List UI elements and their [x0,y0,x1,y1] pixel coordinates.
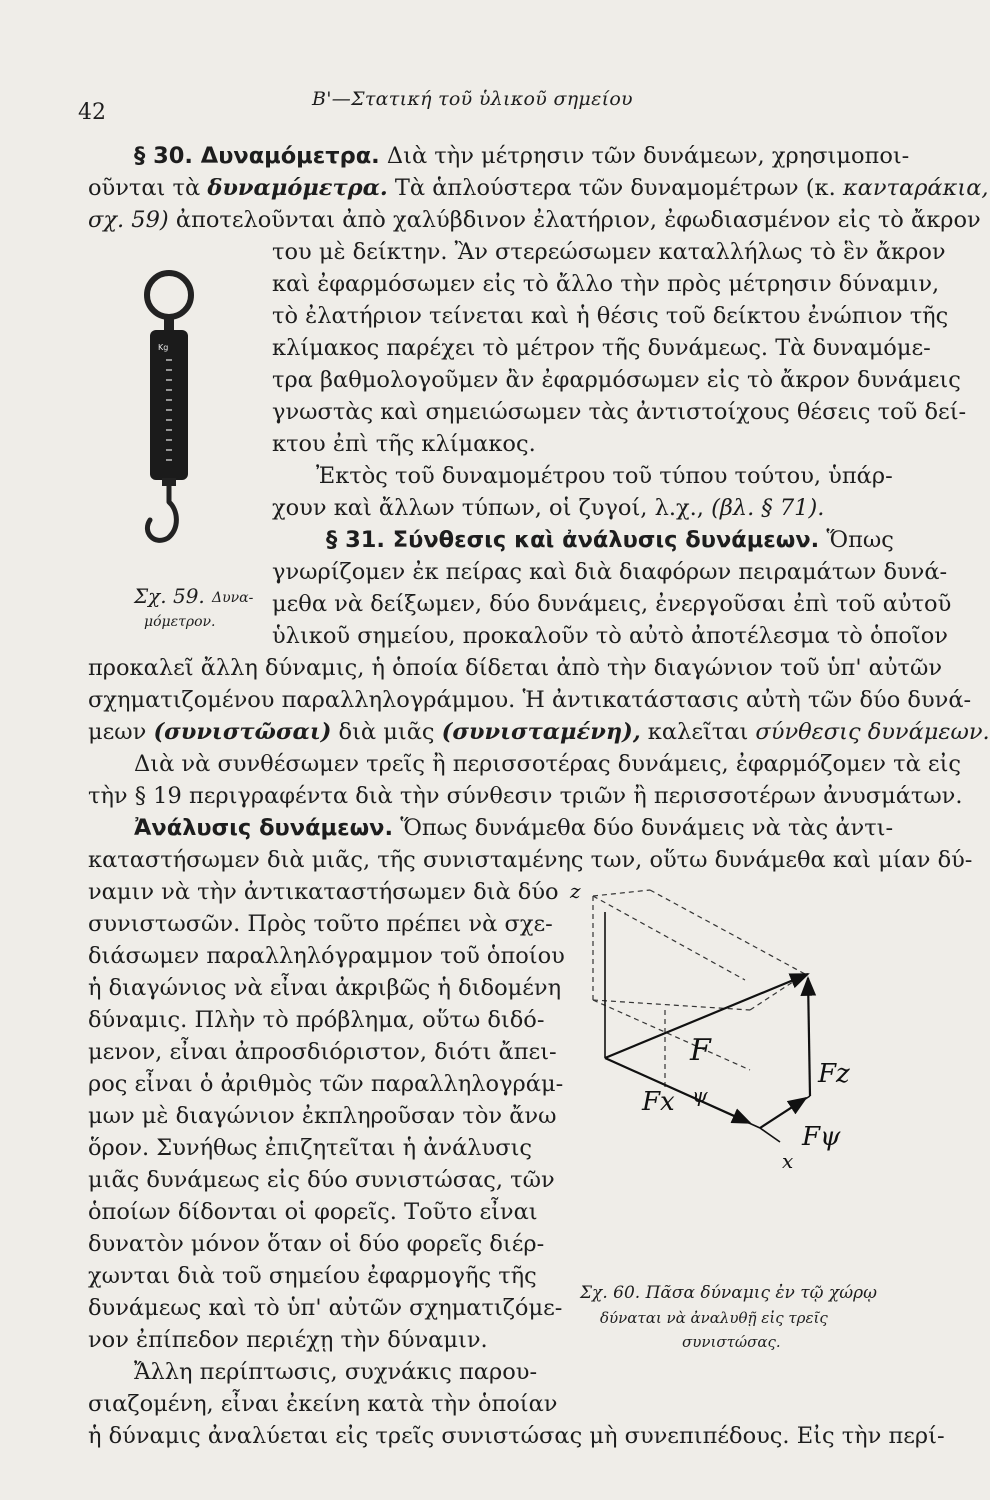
text-run: σχ. 59) [88,207,169,233]
text-run: (βλ. § 71). [711,495,825,521]
text-line [272,561,947,584]
text-run: ἀποτελοῦνται ἀπὸ χαλύβδινον ἐλατήριον, ἐφωδιασμένον εἰς τὸ ἄκρον [168,207,981,233]
text-run: μεθα νὰ δείξωμεν, δύο δυνάμεις, ἐνεργοῦσαι ἐπὶ τοῦ αὐτοῦ [272,591,952,617]
text-run: Ἄλλη περίπτωσις, συχνάκις παρου- [134,1359,538,1385]
text-line [272,401,966,424]
text-run: χωνται διὰ τοῦ σημείου ἐφαρμογῆς τῆς [88,1263,537,1289]
text-line [88,1169,555,1192]
text-line [134,145,909,168]
text-line [88,1041,557,1064]
text-run: δύναμις. Πλὴν τὸ πρόβλημα, οὕτω διδό- [88,1007,545,1033]
text-run: ἡ διαγώνιος νὰ εἶναι ἀκριβῶς ἡ διδομένη [88,975,562,1001]
text-line [88,1393,558,1416]
text-run: § 30. Δυναμόμετρα. [134,143,380,169]
text-run: Διὰ νὰ συνθέσωμεν τρεῖς ἢ περισσοτέρας δυνάμεις, ἐφαρμόζομεν τὰ εἰς [134,751,961,777]
top-ring [147,273,191,317]
text-line [88,1329,488,1352]
text-line [88,913,553,936]
text-run: καταστήσωμεν διὰ μιᾶς, τῆς συνισταμένης των, οὕτω δυνάμεθα καὶ μίαν δύ- [88,847,973,873]
text-line [88,177,989,200]
text-line [88,945,565,968]
text-line [88,1137,532,1160]
fig59-caption-text-b: μόμετρον. [144,614,216,630]
text-run: δυνάμεως καὶ τὸ ὑπ' αὐτῶν σχηματιζόμε- [88,1295,563,1321]
fig60-caption-line-3: συνιστώσας. [682,1333,781,1351]
text-run: συνιστωσῶν. Πρὸς τοῦτο πρέπει νὰ σχε- [88,911,553,937]
text-line [88,1073,563,1096]
text-line [272,497,824,520]
text-line [88,689,971,712]
text-line [88,977,561,1000]
text-line [272,337,931,360]
fig59-caption-text-a: Δυνα- [212,590,254,606]
text-run: γνωστὰς καὶ σημειώσωμεν τὰς ἀντιστοίχους θέσεις τοῦ δεί- [272,399,967,425]
text-run: χουν καὶ ἄλλων τύπων, οἱ ζυγοί, λ.χ., [272,495,712,521]
text-line [88,657,942,680]
fy-component-arrow [760,1098,806,1128]
text-run: Ὅπως [819,527,894,553]
text-line [134,753,961,776]
balance-bottom [162,478,176,486]
text-line [326,529,894,552]
text-run: (συνιστῶσαι) [153,719,332,745]
text-run: ὁποίων δίδονται οἱ φορεῖς. Τοῦτο εἶναι [88,1199,538,1225]
text-line [272,369,961,392]
text-run: γνωρίζομεν ἐκ πείρας καὶ διὰ διαφόρων πειραμάτων δυνά- [272,559,948,585]
text-line [272,433,536,456]
z-axis-label: z [570,879,581,903]
text-line [88,1009,544,1032]
text-run: καλεῖται [640,719,756,745]
text-run: μων μὲ διαγώνιον ἐκπληροῦσαν τὸν ἄνω [88,1103,557,1129]
text-run: (συνισταμένη), [441,719,641,745]
text-line [134,817,893,840]
text-run: διάσωμεν παραλληλόγραμμον τοῦ ὁποίου [88,943,565,969]
spring-balance-figure [120,270,240,600]
text-run: τὸ ἐλατήριον τείνεται καὶ ἡ θέσις τοῦ δείκτου ἐνώπιον τῆς [272,303,949,329]
page-number: 42 [78,100,106,125]
text-run: νον ἐπίπεδον περιέχῃ τὴν δύναμιν. [88,1327,488,1353]
text-run: κανταράκια, [842,175,989,201]
text-run: Τὰ ἁπλούστερα τῶν δυναμομέτρων (κ. [387,175,843,201]
text-line [134,1361,537,1384]
text-run: Διὰ τὴν μέτρησιν τῶν δυνάμεων, χρησιμοποι- [379,143,910,169]
text-run: κτου ἐπὶ τῆς κλίμακος. [272,431,536,457]
text-run: Ἀνάλυσις δυνάμεων. [134,815,394,841]
x-axis-label: x [782,1149,794,1173]
text-line [272,241,946,264]
fz-component-arrow [808,978,810,1096]
text-line [88,721,990,744]
text-run: ναμιν νὰ τὴν ἀντικαταστήσωμεν διὰ δύο [88,879,559,905]
text-line [88,1265,537,1288]
text-run: μιᾶς δυνάμεως εἰς δύο συνιστώσας, τῶν [88,1167,555,1193]
text-run: σχηματιζομένου παραλληλογράμμου. Ἡ ἀντικατάστασις αὐτὴ τῶν δύο δυνά- [88,687,972,713]
text-run: κλίμακος παρέχει τὸ μέτρον τῆς δυνάμεως. Τὰ δυναμόμε- [272,335,931,361]
fx-component-arrow [605,1058,750,1123]
text-run: μενον, εἶναι ἀπροσδιόριστον, διότι ἄπει- [88,1039,557,1065]
text-run: § 31. Σύνθεσις καὶ ἀνάλυσις δυνάμεων. [326,527,820,553]
fig60-caption-line-2: δύναται νὰ ἀναλυθῇ εἰς τρεῖς [600,1309,828,1327]
x-axis-tick [760,1128,780,1142]
scale-unit-label: Kg [158,343,169,352]
text-run: μεων [88,719,154,745]
text-line [272,625,948,648]
text-line [88,785,963,808]
text-run: ὑλικοῦ σημείου, προκαλοῦν τὸ αὐτὸ ἀποτέλεσμα τὸ ὁποῖον [272,623,948,649]
text-line [88,209,981,232]
fig60-caption-line-1: Σχ. 60. Πᾶσα δύναμις ἐν τῷ χώρῳ [580,1283,877,1303]
text-run: σύνθεσις δυνάμεων. [755,719,990,745]
text-line [88,1297,562,1320]
angle-label: ψ [692,1083,708,1107]
text-line [88,849,972,872]
text-run: σιαζομένη, εἶναι ἐκείνη κατὰ τὴν ὁποίαν [88,1391,558,1417]
text-run: διὰ μιᾶς [331,719,442,745]
balance-body [150,330,188,480]
hook [147,502,176,540]
text-run: Ἐκτὸς τοῦ δυναμομέτρου τοῦ τύπου τούτου, ὑπάρ- [316,463,893,489]
text-line [88,1233,544,1256]
text-run: του μὲ δείκτην. Ἂν στερεώσωμεν καταλλήλως τὸ ἓν ἄκρον [272,239,946,265]
text-line [88,881,559,904]
text-line [88,1201,538,1224]
text-run: δυναμόμετρα. [207,175,388,201]
fig59-caption-number: Σχ. 59. [134,584,205,608]
text-run: Ὅπως δυνάμεθα δύο δυνάμεις νὰ τὰς ἀντι- [393,815,894,841]
text-line [272,593,951,616]
text-run: ὅρον. Συνήθως ἐπιζητεῖται ἡ ἀνάλυσις [88,1135,533,1161]
fx-label: Fx [642,1087,675,1117]
text-line [88,1105,556,1128]
text-line [272,305,948,328]
fy-label: Fψ [802,1122,841,1152]
text-run: οῦνται τὰ [88,175,208,201]
resultant-label: F [690,1033,711,1068]
text-line [272,273,939,296]
text-line [88,1425,945,1448]
text-run: ρος εἶναι ὁ ἀριθμὸς τῶν παραλληλογράμ- [88,1071,564,1097]
text-run: τὴν § 19 περιγραφέντα διὰ τὴν σύνθεσιν τριῶν ἢ περισσοτέρων ἀνυσμάτων. [88,783,963,809]
text-run: καὶ ἐφαρμόσωμεν εἰς τὸ ἄλλο τὴν πρὸς μέτρησιν δύναμιν, [272,271,940,297]
text-run: τρα βαθμολογοῦμεν ἂν ἐφαρμόσωμεν εἰς τὸ ἄκρον δυνάμεις [272,367,961,393]
text-line [316,465,893,488]
force-decomposition-figure [560,870,860,1180]
running-head: Β'—Στατική τοῦ ὑλικοῦ σημείου [312,88,633,110]
text-run: προκαλεῖ ἄλλη δύναμις, ἡ ὁποία δίδεται ἀπὸ τὴν διαγώνιον τοῦ ὑπ' αὐτῶν [88,655,943,681]
text-run: ἡ δύναμις ἀναλύεται εἰς τρεῖς συνιστώσας μὴ συνεπιπέδους. Εἰς τὴν περί- [88,1423,945,1449]
fz-label: Fz [818,1059,850,1089]
text-run: δυνατὸν μόνον ὅταν οἱ δύο φορεῖς διέρ- [88,1231,545,1257]
